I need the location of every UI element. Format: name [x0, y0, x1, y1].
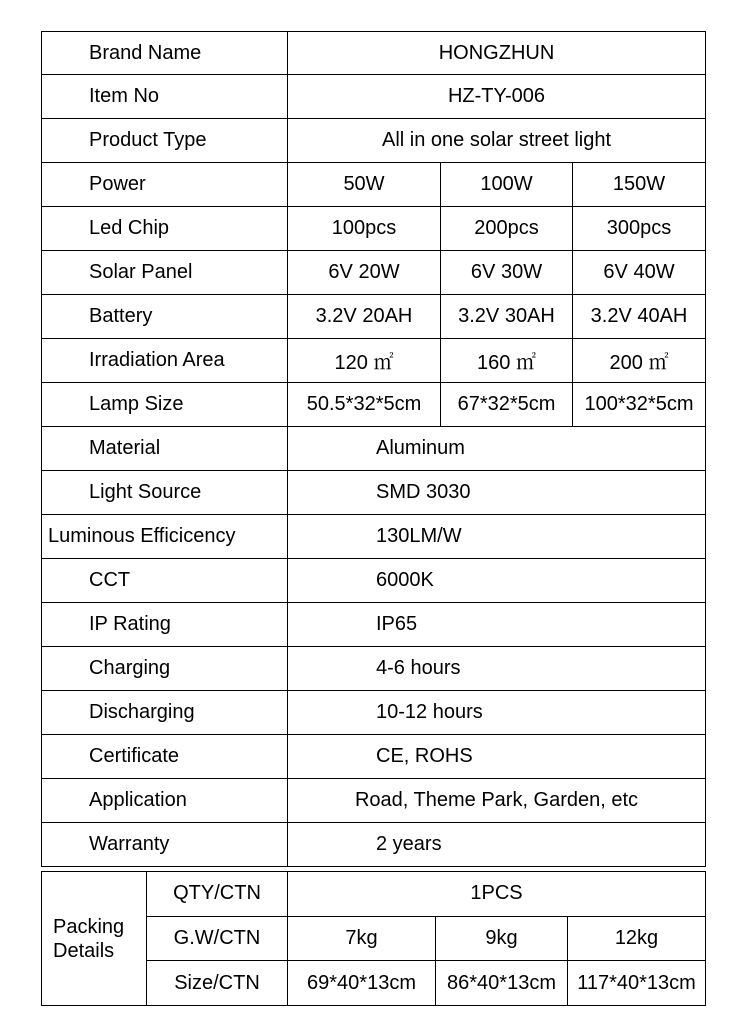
row-value: 200pcs: [441, 207, 573, 251]
spec-row: [42, 75, 706, 119]
row-value: CE, ROHS: [288, 735, 706, 779]
row-label: Application: [42, 779, 288, 823]
row-label: Battery: [42, 295, 288, 339]
row-value: IP65: [288, 603, 706, 647]
row-value: 3.2V 20AH: [288, 295, 441, 339]
row-label: Luminous Efficicency: [42, 515, 288, 559]
row-label: Material: [42, 427, 288, 471]
row-label: Brand Name: [42, 32, 288, 75]
row-value: 7kg: [288, 916, 436, 961]
row-value: 50W: [288, 163, 441, 207]
row-value: 67*32*5cm: [441, 383, 573, 427]
row-value: HONGZHUN: [288, 32, 706, 75]
row-label: QTY/CTN: [147, 872, 288, 917]
row-value: 1PCS: [288, 872, 706, 917]
spec-row: [42, 295, 706, 339]
row-label: IP Rating: [42, 603, 288, 647]
row-value: 3.2V 30AH: [441, 295, 573, 339]
spec-row: [42, 383, 706, 427]
row-label: Discharging: [42, 691, 288, 735]
row-value: 6V 40W: [573, 251, 706, 295]
row-value: 117*40*13cm: [568, 961, 706, 1006]
row-value: 3.2V 40AH: [573, 295, 706, 339]
spec-row: [42, 779, 706, 823]
spec-row: [42, 515, 706, 559]
row-value: 160 ㎡: [441, 339, 573, 383]
row-value: SMD 3030: [288, 471, 706, 515]
row-value: 130LM/W: [288, 515, 706, 559]
row-label: Power: [42, 163, 288, 207]
row-value: 6V 30W: [441, 251, 573, 295]
row-label: Charging: [42, 647, 288, 691]
row-label: Warranty: [42, 823, 288, 867]
packing-details-label: Packing Details: [42, 872, 147, 1006]
row-value: All in one solar street light: [288, 119, 706, 163]
row-value: 200 ㎡: [573, 339, 706, 383]
row-value: 100W: [441, 163, 573, 207]
row-label: Item No: [42, 75, 288, 119]
row-label: Certificate: [42, 735, 288, 779]
spec-row: [42, 603, 706, 647]
spec-row: [42, 735, 706, 779]
row-value: Road, Theme Park, Garden, etc: [288, 779, 706, 823]
row-label: Size/CTN: [147, 961, 288, 1006]
spec-row: [42, 427, 706, 471]
row-value: 69*40*13cm: [288, 961, 436, 1006]
spec-row: [42, 823, 706, 867]
row-label: Irradiation Area: [42, 339, 288, 383]
row-value: 12kg: [568, 916, 706, 961]
row-label: Light Source: [42, 471, 288, 515]
row-value: Aluminum: [288, 427, 706, 471]
packing-row-qty: [42, 872, 706, 917]
spec-row: [42, 163, 706, 207]
row-label: Lamp Size: [42, 383, 288, 427]
row-label: Product Type: [42, 119, 288, 163]
spec-row: [42, 32, 706, 75]
row-value: 50.5*32*5cm: [288, 383, 441, 427]
row-value: HZ-TY-006: [288, 75, 706, 119]
spec-row: [42, 691, 706, 735]
row-value: 2 years: [288, 823, 706, 867]
row-value: 6V 20W: [288, 251, 441, 295]
spec-row: [42, 251, 706, 295]
spec-table: [41, 31, 706, 867]
row-value: 10-12 hours: [288, 691, 706, 735]
row-label: G.W/CTN: [147, 916, 288, 961]
packing-table: [41, 871, 706, 1006]
row-value: 100*32*5cm: [573, 383, 706, 427]
spec-row: [42, 119, 706, 163]
row-value: 6000K: [288, 559, 706, 603]
spec-row: [42, 559, 706, 603]
row-label: Led Chip: [42, 207, 288, 251]
row-value: 100pcs: [288, 207, 441, 251]
row-value: 4-6 hours: [288, 647, 706, 691]
spec-row: [42, 647, 706, 691]
row-value: 300pcs: [573, 207, 706, 251]
row-value: 9kg: [436, 916, 568, 961]
row-label: CCT: [42, 559, 288, 603]
row-label: Solar Panel: [42, 251, 288, 295]
row-value: 120 ㎡: [288, 339, 441, 383]
row-value: 150W: [573, 163, 706, 207]
row-value: 86*40*13cm: [436, 961, 568, 1006]
spec-row: [42, 207, 706, 251]
spec-row: [42, 339, 706, 383]
spec-row: [42, 471, 706, 515]
